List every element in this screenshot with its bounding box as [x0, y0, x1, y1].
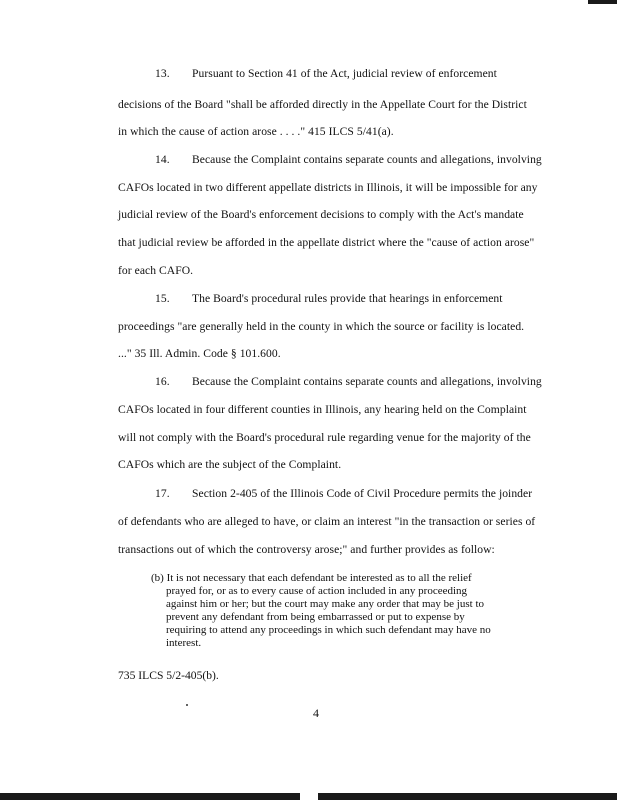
- scan-edge-top: [588, 0, 617, 4]
- block-quote-line-3: against him or her; but the court may make any order that may be just to: [166, 598, 484, 610]
- paragraph-17-line-3: transactions out of which the controversy arose;" and further provides as follow:: [118, 543, 495, 556]
- paragraph-14-line-1: 14. Because the Complaint contains separate counts and allegations, involving: [155, 153, 542, 166]
- paragraph-17-line-2: of defendants who are alleged to have, or claim an interest "in the transaction or series of: [118, 515, 536, 528]
- block-quote-line-4: prevent any defendant from being embarrassed or put to expense by: [166, 611, 465, 623]
- paragraph-16-line-4: CAFOs which are the subject of the Complaint.: [118, 458, 342, 471]
- paragraph-17-line-1: 17. Section 2-405 of the Illinois Code of Civil Procedure permits the joinder: [155, 487, 533, 500]
- paragraph-13-line-1: 13. Pursuant to Section 41 of the Act, judicial review of enforcement: [155, 67, 497, 80]
- paragraph-15-number: 15.: [155, 292, 170, 305]
- paragraph-15-line-1: 15. The Board's procedural rules provide that hearings in enforcement: [155, 292, 503, 305]
- paragraph-14-line-4: that judicial review be afforded in the appellate district where the "cause of action arose": [118, 236, 535, 249]
- paragraph-13-line-3: in which the cause of action arose . . . ." 415 ILCS 5/41(a).: [118, 125, 394, 138]
- block-quote-line-2: prayed for, or as to every cause of action included in any proceeding: [166, 585, 468, 597]
- paragraph-16-number: 16.: [155, 375, 170, 388]
- block-quote-line-1: (b) It is not necessary that each defendant be interested as to all the relief: [151, 572, 472, 584]
- scan-speck: [186, 704, 188, 706]
- paragraph-13-line-2: decisions of the Board "shall be afforded directly in the Appellate Court for the District: [118, 98, 527, 111]
- statute-citation: 735 ILCS 5/2-405(b).: [118, 669, 219, 682]
- paragraph-16-line-2: CAFOs located in four different counties in Illinois, any hearing held on the Complaint: [118, 403, 527, 416]
- paragraph-15-line-3: ..." 35 Ill. Admin. Code § 101.600.: [118, 347, 281, 360]
- paragraph-14-line-5: for each CAFO.: [118, 264, 194, 277]
- paragraph-14-line-3: judicial review of the Board's enforcement decisions to comply with the Act's mandate: [118, 208, 524, 221]
- paragraph-16-line-3: will not comply with the Board's procedural rule regarding venue for the majority of the: [118, 431, 531, 444]
- block-quote-line-5: requiring to attend any proceedings in which such defendant may have no: [166, 624, 491, 636]
- page-number: 4: [313, 706, 319, 720]
- paragraph-15-line-2: proceedings "are generally held in the county in which the source or facility is located.: [118, 320, 525, 333]
- paragraph-13-number: 13.: [155, 67, 170, 80]
- paragraph-16-line-1: 16. Because the Complaint contains separate counts and allegations, involving: [155, 375, 542, 388]
- scan-edge-bottom-gap: [300, 793, 318, 800]
- paragraph-14-line-2: CAFOs located in two different appellate districts in Illinois, it will be impossible for any: [118, 181, 538, 194]
- paragraph-17-number: 17.: [155, 487, 170, 500]
- paragraph-14-number: 14.: [155, 153, 170, 166]
- block-quote-line-6: interest.: [166, 637, 202, 649]
